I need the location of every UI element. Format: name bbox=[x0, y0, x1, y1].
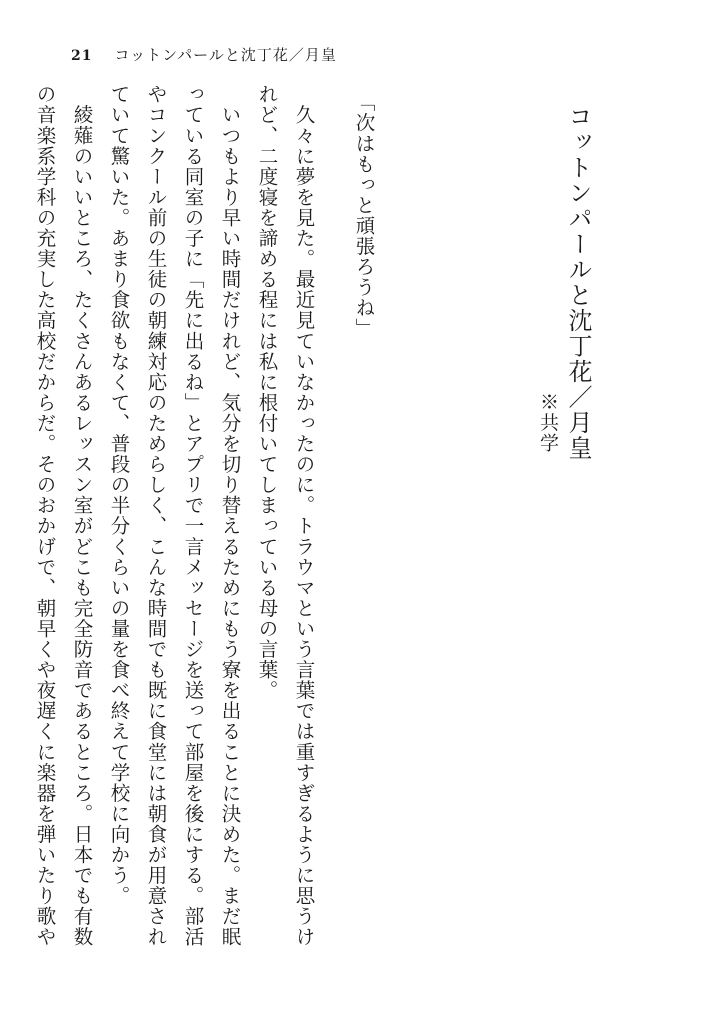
running-title: コットンパールと沈丁花／月皇 bbox=[114, 46, 337, 64]
page-number: 21 bbox=[71, 48, 93, 64]
body-line: やコンクール前の生徒の朝練対応のためらしく、こんな時間でも既に食堂には朝食が用意され bbox=[144, 84, 168, 948]
body-line: れど、二度寝を諦める程には私に根付いてしまっている母の言葉。 bbox=[255, 84, 279, 701]
story-title: コットンパールと沈丁花／月皇 bbox=[564, 104, 592, 461]
body-line: 久々に夢を見た。最近見ていなかったのに。トラウマという言葉では重すぎるように思うけ bbox=[292, 84, 316, 948]
body-line: 「次はもっと頑張ろうね」 bbox=[352, 92, 376, 339]
body-line: の音楽系学科の充実した高校だからだ。そのおかげで、朝早くや夜遅くに楽器を弾いたり歌や bbox=[33, 84, 57, 948]
page-header bbox=[71, 44, 337, 68]
body-line: いつもより早い時間だけれど、気分を切り替えるためにもう寮を出ることに決めた。まだ眠 bbox=[218, 84, 242, 948]
body-line: 綾薙のいいところ、たくさんあるレッスン室がどこも完全防音であるところ。日本でも有数 bbox=[70, 84, 94, 948]
body-line: ていて驚いた。あまり食欲もなくて、普段の半分くらいの量を食べ終えて学校に向かう。 bbox=[107, 84, 131, 906]
body-line: っている同室の子に「先に出るね」とアプリで一言メッセージを送って部屋を後にする。部活 bbox=[181, 84, 205, 948]
story-author: ※共学 bbox=[537, 392, 559, 454]
